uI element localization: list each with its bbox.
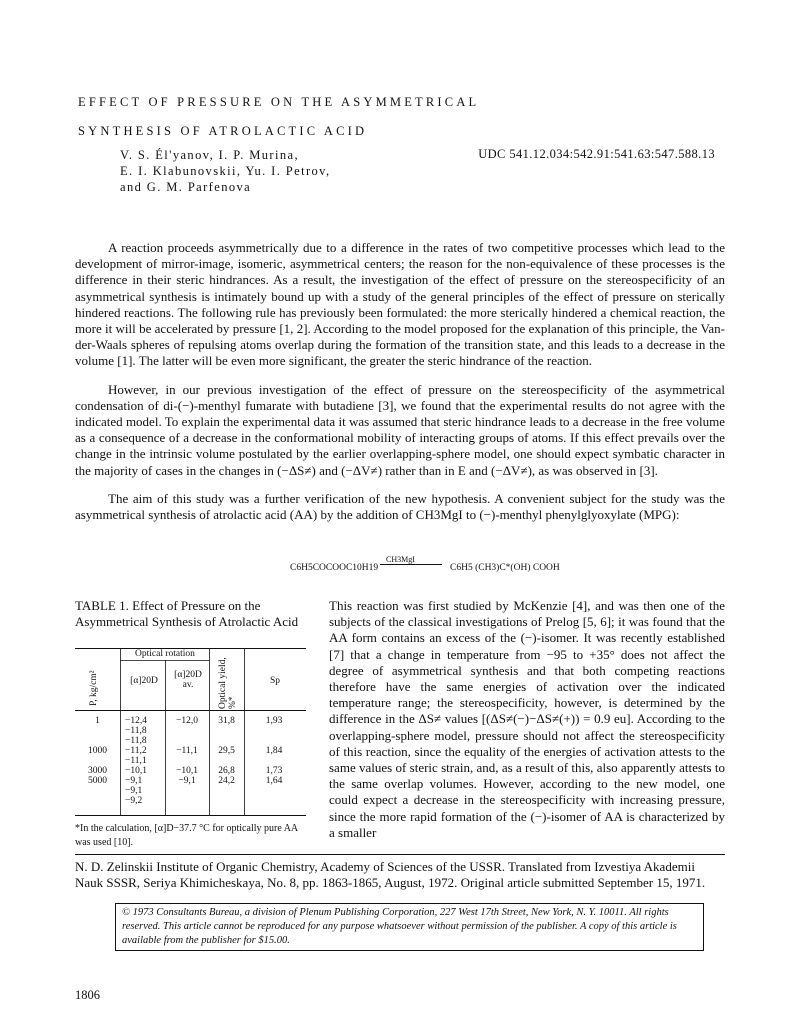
right-column-text — [329, 598, 725, 841]
udc-code: UDC 541.12.034:542.91:541.63:547.588.13 — [478, 147, 715, 161]
reaction-arrow-icon — [380, 564, 442, 565]
col-header-optical-rotation: Optical rotation — [135, 649, 195, 659]
table-cell-yield: 31,8 — [218, 716, 235, 726]
author-line: E. I. Klabunovskii, Yu. I. Petrov, — [120, 164, 331, 178]
col-header-sp: Sp — [269, 676, 281, 686]
alpha-value: −11,2 — [125, 746, 147, 756]
equation-reagent: CH3MgI — [386, 555, 415, 564]
authors — [120, 147, 331, 195]
copyright-notice: © 1973 Consultants Bureau, a division of Plenum Publishing Corporation, 227 West 17th Street, New York, N. Y. 10011. All rights reserved. This article cannot be reproduced for any purpose whatsoever without permission of the publisher. A copy of this article is available from the publisher for $15.00. — [115, 903, 704, 951]
col-header-pressure: P, kg/cm² — [89, 670, 99, 706]
paragraph: This reaction was first studied by McKenzie [4], and was then one of the subjects of the classical investigations of Prelog [5, 6]; it was found that the AA form contains an excess of the (−)-isomer. It was recently established [7] that a change in temperature from −95 to +35° does not affect the degree of asymmetrical synthesis and that both competing reactions therefore have the same energies of activation over the indicated temperature range; the stereospecificity, however, is determined by the difference in the ΔS≠ values [(ΔS≠(−)−ΔS≠(+)) = 0.9 eu]. According to the overlapping-sphere model, pressure should not affect the stereospecificity of this reaction, since the equality of the energies of activation attests to the same values of steric strain, and, as a result of this, also apparently attests to the same overlap volumes. However, according to the new model, one could expect a decrease in the stereospecificity with increasing pressure, since the more rapid formation of the (−)-isomer of AA is characterized by a smaller — [329, 598, 725, 840]
paragraph: A reaction proceeds asymmetrically due to a difference in the rates of two competitive processes which lead to the development of mirror-image, isomeric, asymmetrical centers; the reason for the non-equivalence of these processes is the difference in their steric hindrances. As a result, the investigation of the effect of pressure on the stereospecificity of an asymmetrical synthesis is intimately bound up with a study of the general principles of the effect of pressure on sterically hindered reactions. The following rule has previously been formulated: the more sterically hindered a chemical reaction, the more it will be accelerated by pressure [1, 2]. According to the model proposed for the explanation of this principle, the Van-der-Waals spheres of repulsing atoms overlap during the formation of the transition state, and this leads to a decrease in the volume [1]. The latter will be even more significant, the greater the steric hindrance of the reaction. — [75, 240, 725, 369]
divider — [75, 854, 725, 855]
paragraph: The aim of this study was a further verification of the new hypothesis. A convenient subject for the study was the asymmetrical synthesis of atrolactic acid (AA) by the addition of CH3MgI to (−)-menthyl phenylglyoxylate (MPG): — [75, 490, 725, 523]
table-cell-alpha — [125, 776, 165, 806]
table-footnote: *In the calculation, [α]D−37.7 °C for optically pure AA was used [10]. — [75, 823, 298, 848]
affiliation-footnote: N. D. Zelinskii Institute of Organic Chemistry, Academy of Sciences of the USSR. Translated from Izvestiya Akademii Nauk SSSR, Seriya Khimicheskaya, No. 8, pp. 1863-1865, August, 1972. Original article submitted September 15, 1971. — [75, 859, 706, 890]
alpha-value: −9,1 — [125, 786, 143, 796]
table-cell-pressure: 1000 — [88, 746, 107, 756]
col-header-optical-yield: Optical yield, %* — [218, 657, 238, 709]
author-line: V. S. Él'yanov, I. P. Murina, — [120, 148, 299, 162]
alpha-value: −9,2 — [125, 796, 143, 806]
table-cell-alpha-av: −11,1 — [176, 746, 198, 756]
equation-reactant: C6H5COCOOC10H19 — [290, 563, 379, 573]
body-text — [75, 240, 725, 535]
alpha-value: −9,1 — [125, 776, 143, 786]
table-cell-alpha-av: −10,1 — [176, 766, 198, 776]
table-cell-sp: 1,84 — [265, 746, 283, 756]
col-header-alpha-av: [α]20D av. — [174, 670, 202, 690]
table-cell-yield: 29,5 — [218, 746, 235, 756]
alpha-value: −10,1 — [125, 766, 147, 776]
table-cell-sp: 1,73 — [265, 766, 283, 776]
table-cell-sp: 1,93 — [265, 716, 283, 726]
article-title-line-2: SYNTHESIS OF ATROLACTIC ACID — [78, 124, 368, 138]
table-cell-yield: 26,8 — [218, 766, 235, 776]
author-line: and G. M. Parfenova — [120, 180, 252, 194]
article-title-line-1: EFFECT OF PRESSURE ON THE ASYMMETRICAL — [78, 95, 480, 109]
table-cell-pressure: 1 — [95, 716, 100, 726]
table-cell-pressure: 3000 — [88, 766, 107, 776]
table-cell-alpha — [125, 716, 165, 746]
alpha-value: −11,8 — [125, 736, 147, 746]
table-cell-alpha — [125, 746, 165, 766]
table-cell-yield: 24,2 — [218, 776, 235, 786]
table-cell-pressure: 5000 — [88, 776, 107, 786]
equation-product: C6H5 (CH3)C*(OH) COOH — [450, 563, 560, 573]
page-number: 1806 — [75, 988, 100, 1002]
table-body — [75, 648, 306, 816]
col-header-alpha: [α]20D — [130, 676, 158, 686]
table-cell-alpha-av: −9,1 — [178, 776, 196, 786]
alpha-value: −11,1 — [125, 756, 147, 766]
table-cell-sp: 1,64 — [265, 776, 283, 786]
table-cell-alpha — [125, 766, 165, 776]
table-caption: TABLE 1. Effect of Pressure on the Asymmetrical Synthesis of Atrolactic Acid — [75, 598, 299, 629]
paragraph: However, in our previous investigation of the effect of pressure on the stereospecificity of the asymmetrical condensation of di-(−)-menthyl fumarate with butadiene [3], we found that the experimental results do not agree with the indicated model. To explain the experimental data it was assumed that steric hindrance leads to a decrease in the free volume as a consequence of a decrease in the conformational mobility of interacting groups of atoms. If this effect prevails over the change in the intrinsic volume postulated by the earlier overlapping-sphere model, one should expect symbatic character in the majority of cases in the changes in (−ΔS≠) and (−ΔV≠) rather than in E and (−ΔV≠), as was observed in [3]. — [75, 381, 725, 478]
alpha-value: −12,4 — [125, 716, 147, 726]
table-cell-alpha-av: −12,0 — [176, 716, 198, 726]
alpha-value: −11,8 — [125, 726, 147, 736]
